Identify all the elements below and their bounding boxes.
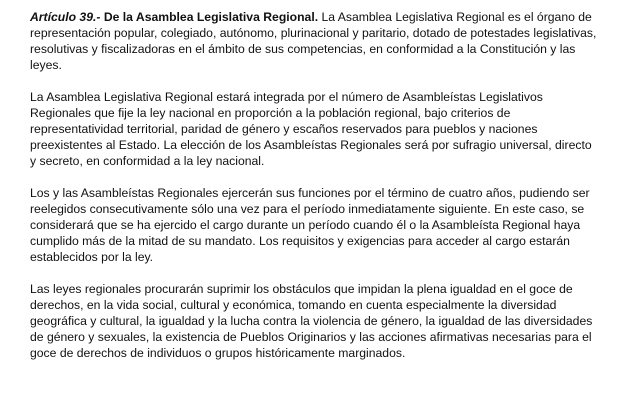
paragraph-composition: La Asamblea Legislativa Regional estará integrada por el número de Asambleístas Legislativos Regionales que fije la ley nacional en proporción a la población regional, bajo criterios de representatividad territorial, paridad de género y escaños reservados para pueblos y naciones preexistentes al Estado. La elección de los Asambleístas Regionales será por sufragio universal, directo y secreto, en conformidad a la ley nacional. [30,90,592,168]
article-heading [30,10,318,24]
article-number: Artículo 39.- [30,10,101,24]
paragraph-term-of-office: Los y las Asambleístas Regionales ejercerán sus funciones por el término de cuatro años, pudiendo ser reelegidos consecutivamente sólo una vez para el período inmediatamente siguiente. En este caso, se considerará que se ha ejercido el cargo durante un período cuando él o la Asambleísta Regional haya cumplido más de la mitad de su mandato. Los requisitos y exigencias para acceder al cargo estarán establecidos por la ley. [30,186,590,264]
document-body [30,9,598,377]
article-intro-paragraph [30,9,598,73]
paragraph-regional-laws: Las leyes regionales procurarán suprimir los obstáculos que impidan la plena igualdad en el goce de derechos, en la vida social, cultural y económica, tomando en cuenta especialmente la diversidad geográfica y cultural, la igualdad y la lucha contra la violencia de género, la igualdad de las diversidades de género y sexuales, la existencia de Pueblos Originarios y las acciones afirmativas necesarias para el goce de derechos de individuos o grupos históricamente marginados. [30,282,593,360]
article-first-paragraph-text: La Asamblea Legislativa Regional es el órgano de representación popular, colegiado, autónomo, plurinacional y paritario, dotado de potestades legislativas, resolutivas y fiscalizadoras en el ámbito de sus competencias, en conformidad a la Constitución y las leyes. [30,10,597,72]
article-title: De la Asamblea Legislativa Regional. [100,10,319,24]
